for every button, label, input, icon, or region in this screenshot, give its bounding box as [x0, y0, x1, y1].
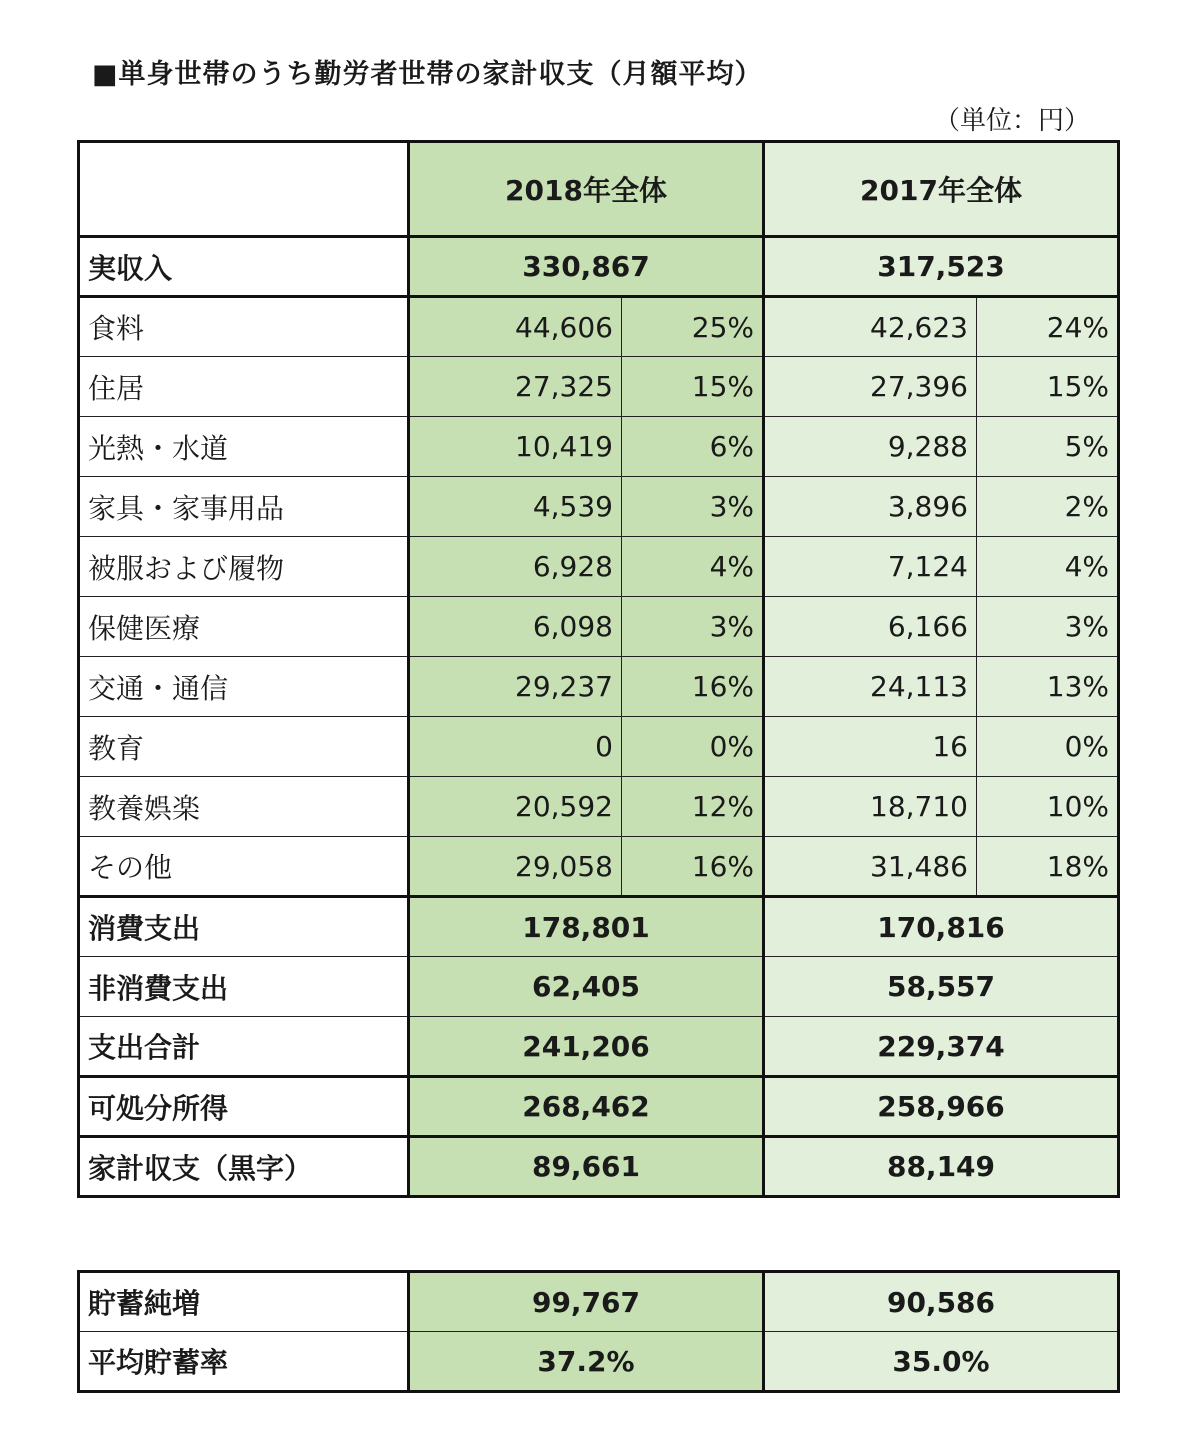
row-label: 実収入 — [79, 237, 409, 297]
percent-2018: 6% — [622, 417, 764, 477]
row-label: 交通・通信 — [79, 657, 409, 717]
value-2017: 35.0% — [764, 1332, 1119, 1392]
percent-2018: 3% — [622, 477, 764, 537]
unit-label: （単位：円） — [933, 106, 1090, 136]
value-2017: 170,816 — [764, 897, 1119, 957]
row-label: 保健医療 — [79, 597, 409, 657]
row-label: 食料 — [79, 297, 409, 357]
value-2018: 6,928 — [409, 537, 622, 597]
value-2018: 178,801 — [409, 897, 764, 957]
total-row — [79, 1137, 1119, 1197]
value-2018: 10,419 — [409, 417, 622, 477]
table-row — [79, 537, 1119, 597]
total-row — [79, 1077, 1119, 1137]
percent-2017: 18% — [977, 837, 1119, 897]
column-header-2018: 2018年全体 — [409, 142, 764, 237]
row-label: 教育 — [79, 717, 409, 777]
percent-2018: 25% — [622, 297, 764, 357]
value-2018: 29,058 — [409, 837, 622, 897]
total-row — [79, 897, 1119, 957]
row-label: 被服および履物 — [79, 537, 409, 597]
value-2018: 89,661 — [409, 1137, 764, 1197]
percent-2018: 16% — [622, 657, 764, 717]
percent-2018: 12% — [622, 777, 764, 837]
value-2017: 88,149 — [764, 1137, 1119, 1197]
table-row — [79, 357, 1119, 417]
table-row — [79, 657, 1119, 717]
column-header-2017: 2017年全体 — [764, 142, 1119, 237]
value-2017: 90,586 — [764, 1272, 1119, 1332]
percent-2017: 24% — [977, 297, 1119, 357]
table-row — [79, 837, 1119, 897]
value-2017: 3,896 — [764, 477, 977, 537]
value-2017: 16 — [764, 717, 977, 777]
value-2017: 229,374 — [764, 1017, 1119, 1077]
value-2018: 20,592 — [409, 777, 622, 837]
value-2017: 31,486 — [764, 837, 977, 897]
value-2017: 9,288 — [764, 417, 977, 477]
value-2018: 330,867 — [409, 237, 764, 297]
value-2017: 258,966 — [764, 1077, 1119, 1137]
row-label: 可処分所得 — [79, 1077, 409, 1137]
value-2018: 62,405 — [409, 957, 764, 1017]
row-label: 平均貯蓄率 — [79, 1332, 409, 1392]
page-title: ■単身世帯のうち勤労者世帯の家計収支（月額平均） — [92, 59, 763, 90]
table-row — [79, 777, 1119, 837]
percent-2017: 2% — [977, 477, 1119, 537]
percent-2018: 3% — [622, 597, 764, 657]
percent-2017: 4% — [977, 537, 1119, 597]
row-label: 住居 — [79, 357, 409, 417]
row-label: 支出合計 — [79, 1017, 409, 1077]
value-2017: 58,557 — [764, 957, 1119, 1017]
value-2018: 44,606 — [409, 297, 622, 357]
table-row — [79, 597, 1119, 657]
value-2018: 0 — [409, 717, 622, 777]
row-label: 家具・家事用品 — [79, 477, 409, 537]
value-2018: 99,767 — [409, 1272, 764, 1332]
percent-2017: 13% — [977, 657, 1119, 717]
value-2017: 24,113 — [764, 657, 977, 717]
value-2018: 27,325 — [409, 357, 622, 417]
percent-2017: 5% — [977, 417, 1119, 477]
savings-table — [77, 1270, 1120, 1393]
percent-2017: 15% — [977, 357, 1119, 417]
value-2018: 29,237 — [409, 657, 622, 717]
table-row — [79, 717, 1119, 777]
value-2017: 18,710 — [764, 777, 977, 837]
savings-row — [79, 1332, 1119, 1392]
percent-2018: 4% — [622, 537, 764, 597]
value-2018: 241,206 — [409, 1017, 764, 1077]
value-2018: 268,462 — [409, 1077, 764, 1137]
total-row — [79, 957, 1119, 1017]
percent-2018: 16% — [622, 837, 764, 897]
header-corner — [79, 142, 409, 237]
row-label: 光熱・水道 — [79, 417, 409, 477]
table-row — [79, 417, 1119, 477]
total-row — [79, 1017, 1119, 1077]
table-row — [79, 477, 1119, 537]
value-2017: 27,396 — [764, 357, 977, 417]
row-label: 教養娯楽 — [79, 777, 409, 837]
row-label: 貯蓄純増 — [79, 1272, 409, 1332]
header-row — [79, 142, 1119, 237]
row-label: 消費支出 — [79, 897, 409, 957]
percent-2018: 0% — [622, 717, 764, 777]
percent-2017: 0% — [977, 717, 1119, 777]
savings-row — [79, 1272, 1119, 1332]
value-2018: 37.2% — [409, 1332, 764, 1392]
row-label: 家計収支（黒字） — [79, 1137, 409, 1197]
table-row — [79, 297, 1119, 357]
value-2017: 42,623 — [764, 297, 977, 357]
row-label: その他 — [79, 837, 409, 897]
value-2018: 4,539 — [409, 477, 622, 537]
budget-table — [77, 140, 1120, 1198]
value-2017: 6,166 — [764, 597, 977, 657]
percent-2018: 15% — [622, 357, 764, 417]
value-2018: 6,098 — [409, 597, 622, 657]
row-label: 非消費支出 — [79, 957, 409, 1017]
percent-2017: 3% — [977, 597, 1119, 657]
percent-2017: 10% — [977, 777, 1119, 837]
value-2017: 7,124 — [764, 537, 977, 597]
value-2017: 317,523 — [764, 237, 1119, 297]
income-row — [79, 237, 1119, 297]
